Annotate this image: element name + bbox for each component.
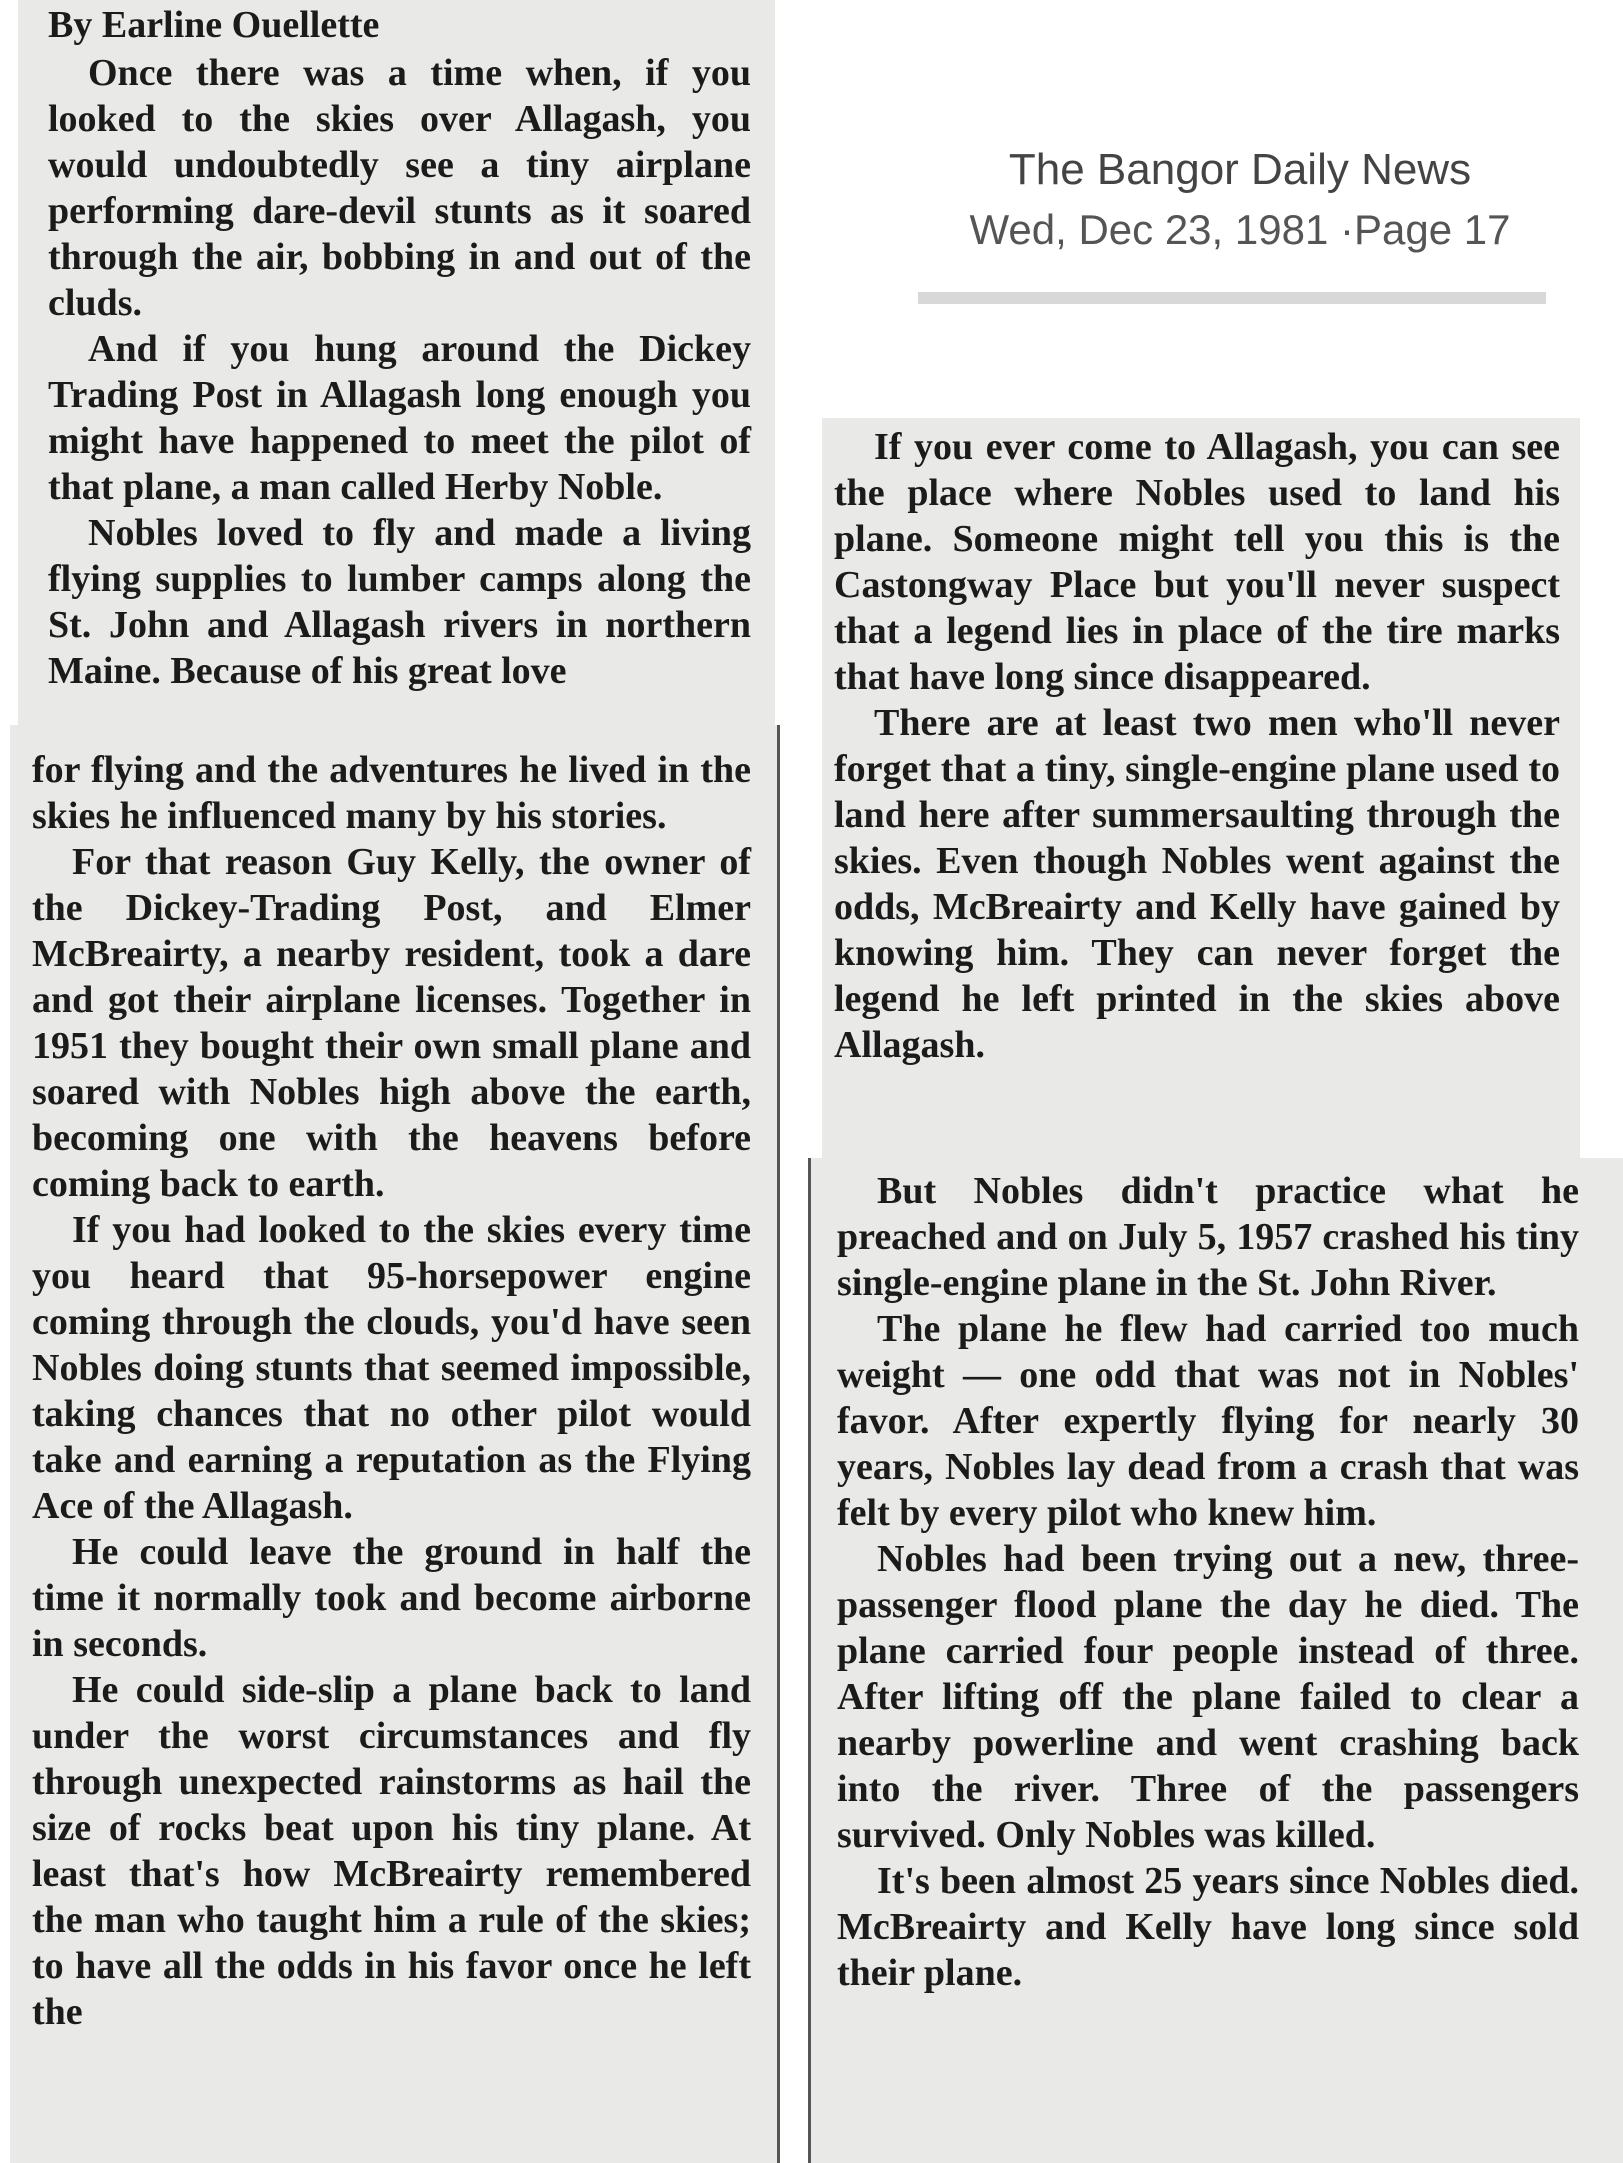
byline: By Earline Ouellette bbox=[48, 4, 380, 46]
paragraph: There are at least two men who'll never forget that a tiny, single-engine plane used to land here after summersaulting through the skies. Even though Nobles went against the odds, McBreairty and Kelly have gained by knowing him. They can never forget the legend he left printed in the skies above Allagash. bbox=[834, 702, 1560, 1066]
paragraph: Nobles loved to fly and made a living flying supplies to lumber camps along the St. John and Allagash rivers in northern Maine. Because of his great love bbox=[48, 512, 751, 692]
paragraph: He could side-slip a plane back to land under the worst circumstances and fly through unexpected rainstorms as hail the size of rocks beat upon his tiny plane. At least that's how McBreairty remembered the man who taught him a rule of the skies; to have all the odds in his favor once he left the bbox=[32, 1669, 751, 2033]
article-clip-1 bbox=[18, 0, 775, 725]
article-clip-3 bbox=[822, 418, 1580, 1158]
article-clip-2 bbox=[10, 725, 780, 2163]
paragraph: And if you hung around the Dickey Trading Post in Allagash long enough you might have happened to meet the pilot of that plane, a man called Herby Noble. bbox=[48, 328, 751, 508]
newspaper-header bbox=[900, 140, 1580, 260]
paragraph: It's been almost 25 years since Nobles died. McBreairty and Kelly have long since sold their plane. bbox=[837, 1860, 1579, 1994]
paragraph: Nobles had been trying out a new, three-passenger flood plane the day he died. The plane carried four people instead of three. After lifting off the plane failed to clear a nearby powerline and went crashing back into the river. Three of the passengers survived. Only Nobles was killed. bbox=[837, 1538, 1579, 1856]
paragraph: Once there was a time when, if you looked to the skies over Allagash, you would undoubtedly see a tiny airplane performing dare-devil stunts as it soared through the air, bobbing in and out of the cluds. bbox=[48, 52, 751, 324]
article-clip-4 bbox=[808, 1158, 1623, 2163]
paragraph: If you ever come to Allagash, you can see the place where Nobles used to land his plane. Someone might tell you this is the Castongway Place but you'll never suspect that a legend lies in place of the tire marks that have long since disappeared. bbox=[834, 426, 1560, 698]
publication-date-page: Wed, Dec 23, 1981 ·Page 17 bbox=[969, 206, 1511, 253]
header-divider bbox=[918, 292, 1546, 304]
paragraph: He could leave the ground in half the time it normally took and become airborne in seconds. bbox=[32, 1531, 751, 1665]
paragraph: But Nobles didn't practice what he preached and on July 5, 1957 crashed his tiny single-engine plane in the St. John River. bbox=[837, 1170, 1579, 1304]
paragraph: If you had looked to the skies every time you heard that 95-horsepower engine coming through the clouds, you'd have seen Nobles doing stunts that seemed impossible, taking chances that no other pilot would take and earning a reputation as the Flying Ace of the Allagash. bbox=[32, 1209, 751, 1527]
newspaper-name: The Bangor Daily News bbox=[1008, 145, 1472, 194]
paragraph: for flying and the adventures he lived in the skies he influenced many by his stories. bbox=[32, 749, 751, 837]
paragraph: For that reason Guy Kelly, the owner of the Dickey-Trading Post, and Elmer McBreairty, a nearby resident, took a dare and got their airplane licenses. Together in 1951 they bought their own small plane and soared with Nobles high above the earth, becoming one with the heavens before coming back to earth. bbox=[32, 841, 751, 1205]
paragraph: The plane he flew had carried too much weight — one odd that was not in Nobles' favor. After expertly flying for nearly 30 years, Nobles lay dead from a crash that was felt by every pilot who knew him. bbox=[837, 1308, 1579, 1534]
